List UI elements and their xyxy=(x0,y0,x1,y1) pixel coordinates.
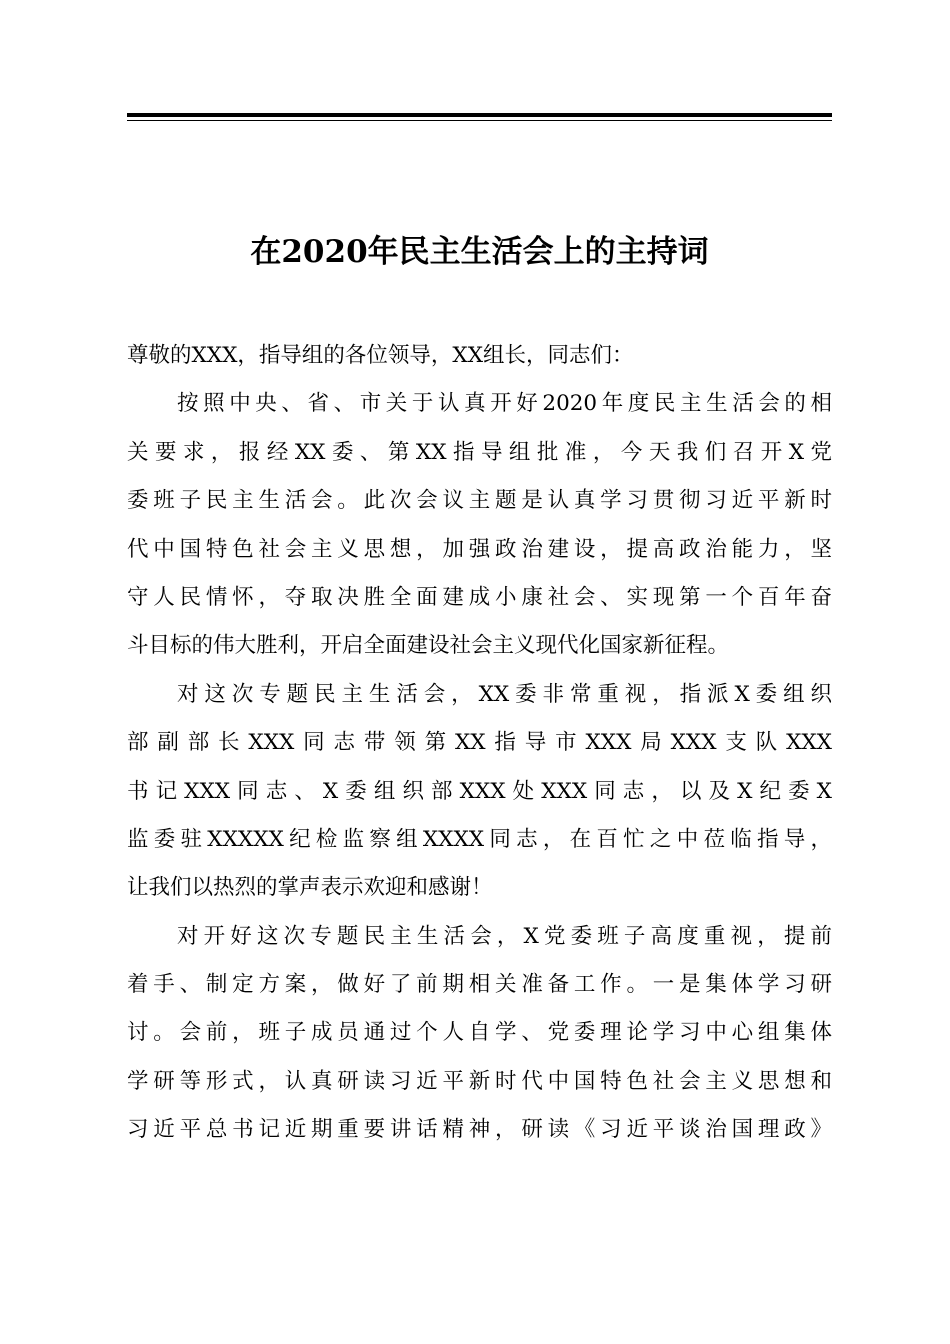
paragraph-line: 斗目标的伟大胜利，开启全面建设社会主义现代化国家新征程。 xyxy=(127,633,730,659)
paragraph-line: 部副部长XXX同志带领第XX指导市XXX局XXX支队XXX xyxy=(127,730,832,756)
paragraph-line: 讨。会前，班子成员通过个人自学、党委理论学习中心组集体 xyxy=(127,1020,832,1046)
paragraph-line: 按照中央、省、市关于认真开好2020年度民主生活会的相 xyxy=(177,391,832,417)
paragraph-line: 学研等形式，认真研读习近平新时代中国特色社会主义思想和 xyxy=(127,1068,832,1094)
document-title: 在2020年民主生活会上的主持词 xyxy=(250,234,709,270)
paragraph-line: 代中国特色社会主义思想，加强政治建设，提高政治能力，坚 xyxy=(127,536,832,562)
paragraph-line: 习近平总书记近期重要讲话精神，研读《习近平谈治国理政》 xyxy=(127,1117,832,1143)
paragraph-line: 对开好这次专题民主生活会，X党委班子高度重视，提前 xyxy=(177,923,832,949)
paragraph-line: 关要求，报经XX委、第XX指导组批准，今天我们召开X党 xyxy=(127,439,832,465)
paragraph-line: 委班子民主生活会。此次会议主题是认真学习贯彻习近平新时 xyxy=(127,488,832,514)
paragraph-line: 守人民情怀，夺取决胜全面建成小康社会、实现第一个百年奋 xyxy=(127,584,832,610)
salutation-line: 尊敬的XXX，指导组的各位领导，XX组长，同志们： xyxy=(127,343,634,368)
paragraph-line: 着手、制定方案，做好了前期相关准备工作。一是集体学习研 xyxy=(127,972,832,998)
header-rule-thick xyxy=(127,113,832,117)
paragraph-line: 让我们以热烈的掌声表示欢迎和感谢！ xyxy=(127,875,493,901)
paragraph-line: 对这次专题民主生活会，XX委非常重视，指派X委组织 xyxy=(177,681,832,707)
paragraph-line: 监委驻XXXXX纪检监察组XXXX同志，在百忙之中莅临指导， xyxy=(127,826,832,852)
paragraph-line: 书记XXX同志、X委组织部XXX处XXX同志，以及X纪委X xyxy=(127,778,832,804)
document-body xyxy=(127,332,832,1155)
header-rule-thin xyxy=(127,120,832,121)
